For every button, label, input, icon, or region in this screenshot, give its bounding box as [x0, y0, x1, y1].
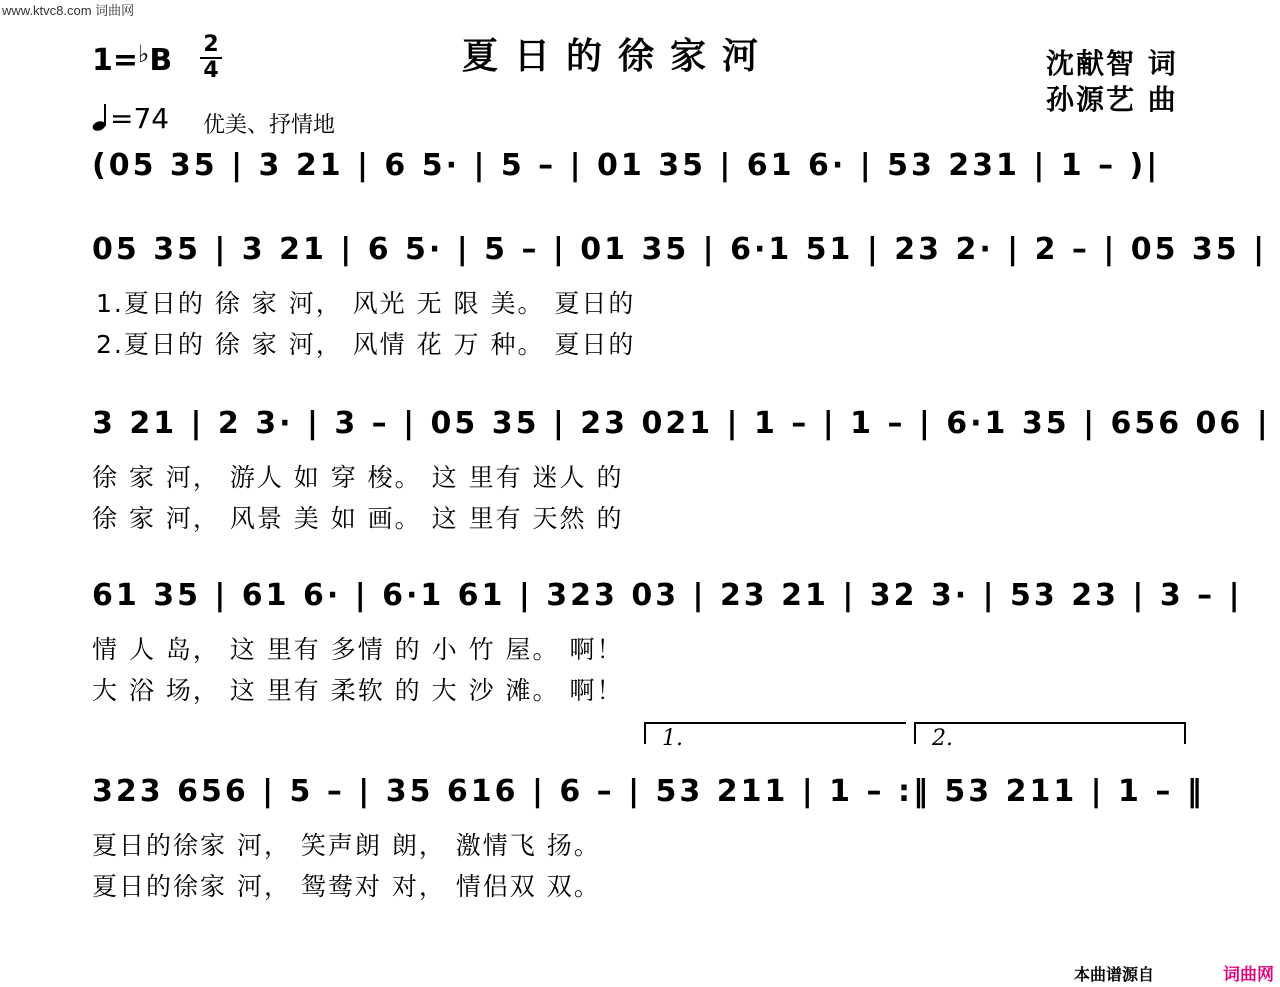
composer-credit: 孙源艺 曲: [1046, 83, 1178, 116]
time-signature: [196, 34, 226, 82]
second-ending-label: 2.: [932, 726, 953, 751]
time-bottom: 4: [203, 58, 219, 83]
key-note: B: [149, 43, 173, 78]
line3-notes: 61 35 | 61 6· | 6·1 61 | 323 03 | 23 21 | 32 3· | 53 23 | 3 – |: [92, 578, 1243, 613]
line3-lyric-verse2: 大 浴 场， 这 里有 柔软 的 大 沙 滩。 啊！: [92, 676, 624, 705]
flat-symbol: ♭: [138, 40, 150, 68]
line1-lyric-verse1: 1.夏日的 徐 家 河， 风光 无 限 美。 夏日的: [96, 289, 636, 318]
song-title: 夏日的徐家河: [462, 36, 775, 77]
expression-mark: 优美、抒情地: [203, 113, 336, 138]
tempo-mark: [92, 102, 169, 135]
second-ending-bracket: [914, 722, 1186, 744]
line1-lyric-verse2: 2.夏日的 徐 家 河， 风情 花 万 种。 夏日的: [96, 330, 636, 359]
line3-lyric-verse1: 情 人 岛， 这 里有 多情 的 小 竹 屋。 啊！: [92, 635, 624, 664]
source-text: 本曲谱源自: [1073, 965, 1154, 984]
watermark: www.ktvc8.com 词曲网: [2, 3, 135, 18]
line4-lyric-verse1: 夏日的徐家 河， 笑声朗 朗， 激情飞 扬。: [92, 831, 601, 860]
line2-notes: 3 21 | 2 3· | 3 – | 05 35 | 23 021 | 1 – | 1 – | 6·1 35 | 656 06 |: [92, 406, 1271, 441]
key-label: 1=: [92, 43, 139, 78]
lyricist-credit: 沈献智 词: [1046, 47, 1178, 80]
line2-lyric-verse2: 徐 家 河， 风景 美 如 画。 这 里有 天然 的: [92, 504, 624, 533]
line4-lyric-verse2: 夏日的徐家 河， 鸳鸯对 对， 情侣双 双。: [92, 872, 601, 901]
time-top: 2: [203, 32, 219, 57]
line4-notes: 323 656 | 5 – | 35 616 | 6 – | 53 211 | 1 – :‖ 53 211 | 1 – ‖: [92, 774, 1205, 809]
key-signature: [92, 40, 172, 78]
first-ending-label: 1.: [662, 726, 683, 751]
first-ending-bracket: [644, 722, 906, 744]
line2-lyric-verse1: 徐 家 河， 游人 如 穿 梭。 这 里有 迷人 的: [92, 463, 624, 492]
tempo-value: =74: [110, 102, 170, 135]
line1-notes: 05 35 | 3 21 | 6 5· | 5 – | 01 35 | 6·1 51 | 23 2· | 2 – | 05 35 |: [92, 232, 1268, 267]
site-logo-text[interactable]: 词曲网: [1223, 965, 1274, 985]
quarter-note-icon: [92, 102, 110, 132]
intro-notes: (05 35 | 3 21 | 6 5· | 5 – | 01 35 | 61 6· | 53 231 | 1 – )|: [92, 148, 1161, 183]
